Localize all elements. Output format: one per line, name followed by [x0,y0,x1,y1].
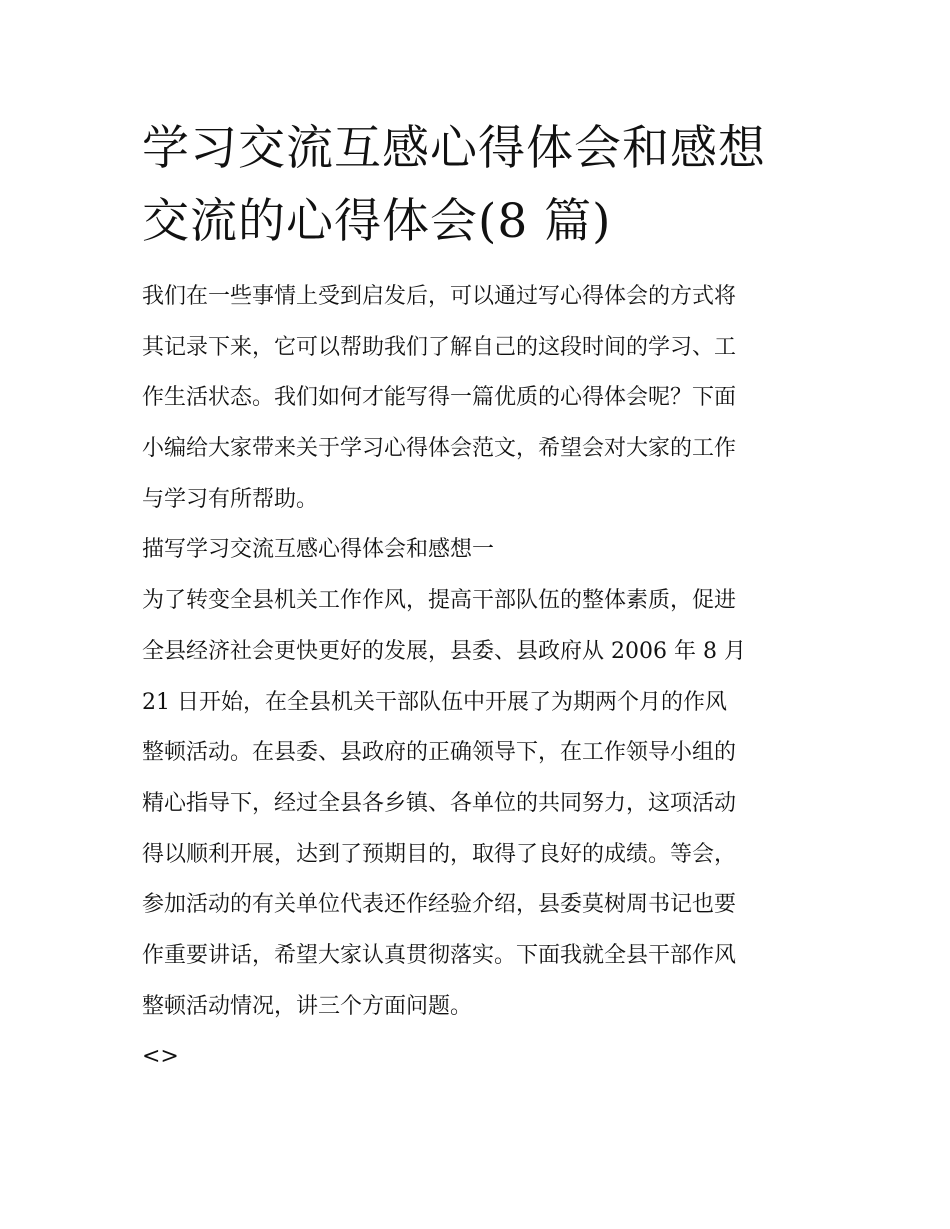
document-page [142,112,818,1083]
section-line: 整顿活动。在县委、县政府的正确领导下，在工作领导小组的 [142,740,737,766]
title-line-1: 学习交流互感心得体会和感想 [142,121,766,176]
section-heading: 描写学习交流互感心得体会和感想一 [142,537,495,563]
intro-line: 其记录下来，它可以帮助我们了解自己的这段时间的学习、工 [142,334,737,360]
document-body [142,272,818,1083]
section-line: 整顿活动情况，讲三个方面问题。 [142,993,473,1019]
section-line: 得以顺利开展，达到了预期目的，取得了良好的成绩。等会， [142,841,737,867]
section-line: 精心指导下，经过全县各乡镇、各单位的共同努力，这项活动 [142,790,737,816]
section-line: 参加活动的有关单位代表还作经验介绍，县委莫树周书记也要 [142,892,737,918]
intro-line: 与学习有所帮助。 [142,486,319,512]
section-line: 全县经济社会更快更好的发展，县委、县政府从 2006 年 8 月 [142,638,746,664]
section-line: 为了转变全县机关工作作风，提高干部队伍的整体素质，促进 [142,588,737,614]
document-title [142,112,818,258]
intro-line: 我们在一些事情上受到启发后，可以通过写心得体会的方式将 [142,284,737,309]
section-line: 21 日开始，在全县机关干部队伍中开展了为期两个月的作风 [142,689,727,715]
title-line-2: 交流的心得体会(8 篇) [142,194,612,249]
trailing-mark: <> [142,1044,179,1070]
intro-line: 小编给大家带来关于学习心得体会范文，希望会对大家的工作 [142,436,737,462]
section-line: 作重要讲话，希望大家认真贯彻落实。下面我就全县干部作风 [142,942,737,968]
intro-line: 作生活状态。我们如何才能写得一篇优质的心得体会呢？下面 [142,385,737,411]
